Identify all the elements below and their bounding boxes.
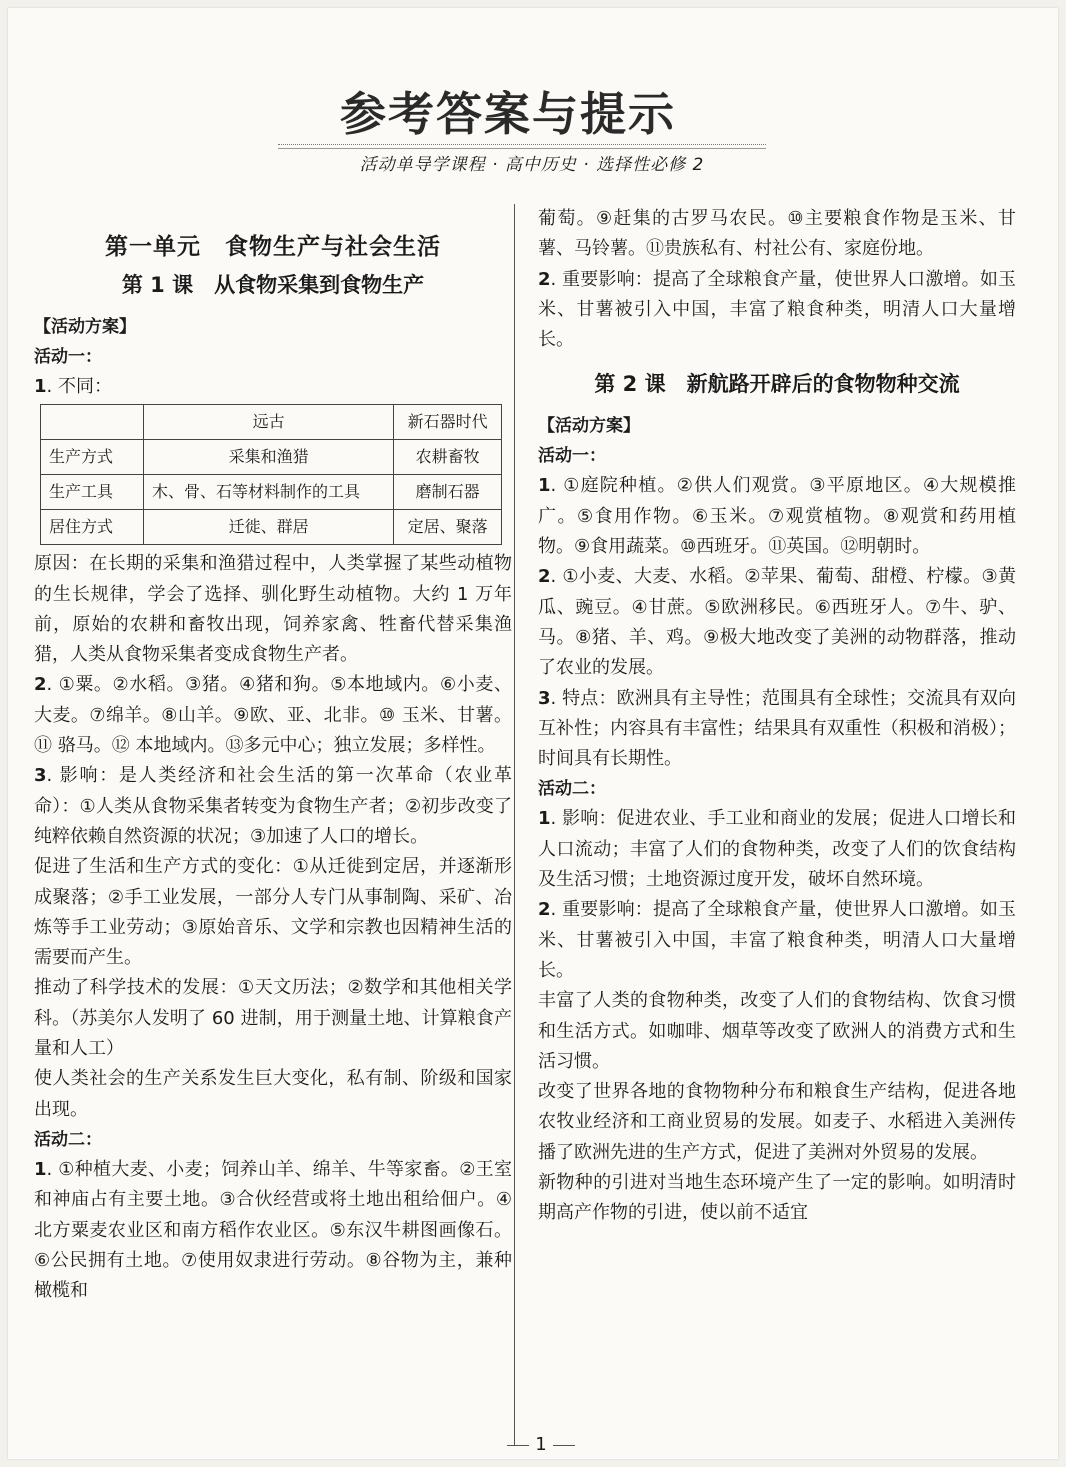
question-text: . 重要影响：提高了全球粮食产量，使世界人口激增。如玉米、甘薯被引入中国，丰富了粮食种类，明清人口大量增长。	[538, 899, 1016, 981]
page	[8, 8, 1058, 1459]
table-cell: 农耕畜牧	[394, 440, 502, 475]
comparison-table	[40, 404, 502, 545]
table-row	[41, 440, 502, 475]
lesson-2-title: 第 2 课 新航路开辟后的食物物种交流	[594, 372, 960, 397]
question-number: 1	[34, 376, 47, 397]
activity-2-question-2	[538, 895, 1016, 986]
question-text: . 重要影响：提高了全球粮食产量，使世界人口激增。如玉米、甘薯被引入中国，丰富了粮食种类，明清人口大量增长。	[538, 268, 1016, 351]
question-number: 1	[538, 475, 551, 497]
left-column	[34, 230, 512, 1306]
page-number	[491, 1433, 591, 1457]
question-number: 3	[34, 765, 47, 787]
page-subtitle: 活动单导学课程 · 高中历史 · 选择性必修 2	[359, 155, 705, 175]
question-text: . ①庭院种植。②供人们观赏。③平原地区。④大规模推广。⑤食用作物。⑥玉米。⑦观赏植物。⑧观赏和药用植物。⑨食用蔬菜。⑩西班牙。⑪英国。⑫明朝时。	[538, 475, 1016, 558]
question-1	[538, 471, 1016, 562]
life-paragraph: 促进了生活和生产方式的变化：①从迁徙到定居，并逐渐形成聚落；②手工业发展，一部分人专门从事制陶、采矿、冶炼等手工业劳动；③原始音乐、文学和宗教也因精神生活的需要而产生。	[34, 856, 512, 969]
right-column	[538, 204, 1016, 1229]
table-cell: 生产工具	[41, 475, 144, 510]
reason-paragraph: 原因：在长期的采集和渔猎过程中，人类掌握了某些动植物的生长规律，学会了选择、驯化野生动植物。大约 1 万年前，原始的农耕和畜牧出现，饲养家禽、牲畜代替采集渔猎，人类从食物采集者变成食物生产者。	[34, 553, 512, 666]
page-number-rule-left	[507, 1445, 529, 1446]
activity-1-label: 活动一：	[538, 446, 606, 467]
section-label: 【活动方案】	[34, 317, 136, 337]
title-rule	[278, 148, 766, 149]
question-3	[538, 684, 1016, 775]
table-cell: 木、骨、石等材料制作的工具	[144, 475, 394, 510]
food-paragraph: 丰富了人类的食物种类，改变了人们的食物结构、饮食习惯和生活方式。如咖啡、烟草等改变了欧洲人的消费方式和生活习惯。	[538, 990, 1016, 1072]
table-cell: 迁徙、群居	[144, 510, 394, 545]
activity-2-label: 活动二：	[34, 1129, 102, 1150]
question-number: 2	[538, 899, 551, 921]
question-1-intro	[34, 372, 512, 402]
question-number: 3	[538, 687, 551, 709]
activity-2-label: 活动二：	[538, 779, 606, 800]
question-text: . 影响：是人类经济和社会生活的第一次革命（农业革命）：①人类从食物采集者转变为食物生产者；②初步改变了纯粹依赖自然资源的状况；③加速了人口的增长。	[34, 765, 512, 847]
table-header-row	[41, 405, 502, 440]
unit-title: 第一单元 食物生产与社会生活	[105, 233, 441, 260]
question-number: 2	[34, 674, 47, 696]
table-header-cell: 新石器时代	[394, 405, 502, 440]
table-header-cell	[41, 405, 144, 440]
question-text: . ①小麦、大麦、水稻。②苹果、葡萄、甜橙、柠檬。③黄瓜、豌豆。④甘蔗。⑤欧洲移民。⑥西班牙人。⑦牛、驴、马。⑧猪、羊、鸡。⑨极大地改变了美洲的动物群落，推动了农业的发展。	[538, 566, 1016, 679]
page-number-rule-right	[553, 1445, 575, 1446]
question-text: . ①种植大麦、小麦；饲养山羊、绵羊、牛等家畜。②王室和神庙占有主要土地。③合伙经营或将土地出租给佃户。④北方粟麦农业区和南方稻作农业区。⑤东汉牛耕图画像石。⑥公民拥有土地。⑦使用奴隶进行劳动。⑧谷物为主，兼种橄榄和	[34, 1158, 512, 1302]
question-number: 2	[538, 566, 551, 588]
continued-paragraph: 葡萄。⑨赶集的古罗马农民。⑩主要粮食作物是玉米、甘薯、马铃薯。⑪贵族私有、村社公有、家庭份地。	[538, 208, 1016, 260]
table-cell: 磨制石器	[394, 475, 502, 510]
question-2	[538, 562, 1016, 683]
question-number: 1	[538, 808, 551, 830]
activity-1-label: 活动一：	[34, 347, 102, 367]
activity-2-question-1	[538, 804, 1016, 895]
table-cell: 采集和渔猎	[144, 440, 394, 475]
page-number-text: 1	[535, 1434, 547, 1455]
question-2	[34, 670, 512, 761]
table-row	[41, 510, 502, 545]
table-cell: 居住方式	[41, 510, 144, 545]
activity-2-question-2	[538, 265, 1016, 356]
column-divider	[514, 204, 515, 1446]
question-3	[34, 761, 512, 852]
lesson-1-title: 第 1 课 从食物采集到食物生产	[121, 273, 425, 297]
question-text: . 特点：欧洲具有主导性；范围具有全球性；交流具有双向互补性；内容具有丰富性；结果具有双重性（积极和消极）；时间具有长期性。	[538, 687, 1016, 770]
table-cell: 生产方式	[41, 440, 144, 475]
question-text: . 影响：促进农业、手工业和商业的发展；促进人口增长和人口流动；丰富了人们的食物种类，改变了人们的饮食结构及生活习惯；土地资源过度开发，破坏自然环境。	[538, 808, 1016, 891]
science-paragraph: 推动了科学技术的发展：①天文历法；②数学和其他相关学科。（苏美尔人发明了 60 进制，用于测量土地、计算粮食产量和人工）	[34, 977, 512, 1060]
table-cell: 定居、聚落	[394, 510, 502, 545]
distribution-paragraph: 改变了世界各地的食物物种分布和粮食生产结构，促进各地农牧业经济和工商业贸易的发展。如麦子、水稻进入美洲传播了欧洲先进的生产方式，促进了美洲对外贸易的发展。	[538, 1081, 1016, 1163]
question-number: 2	[538, 268, 551, 290]
title-rule-dotted	[278, 144, 766, 145]
page-title: 参考答案与提示	[340, 87, 676, 141]
question-number: 1	[34, 1158, 47, 1180]
table-row	[41, 475, 502, 510]
ecology-paragraph: 新物种的引进对当地生态环境产生了一定的影响。如明清时期高产作物的引进，使以前不适宜	[538, 1172, 1016, 1224]
section-label: 【活动方案】	[538, 416, 640, 437]
question-text: . 不同：	[46, 376, 112, 397]
activity-2-question-1	[34, 1155, 512, 1306]
question-text: . ①粟。②水稻。③猪。④猪和狗。⑤本地域内。⑥小麦、大麦。⑦绵羊。⑧山羊。⑨欧、亚、北非。⑩ 玉米、甘薯。⑪ 骆马。⑫ 本地域内。⑬多元中心；独立发展；多样性。	[34, 674, 512, 757]
table-header-cell: 远古	[144, 405, 394, 440]
social-paragraph: 使人类社会的生产关系发生巨大变化，私有制、阶级和国家出现。	[34, 1068, 512, 1120]
